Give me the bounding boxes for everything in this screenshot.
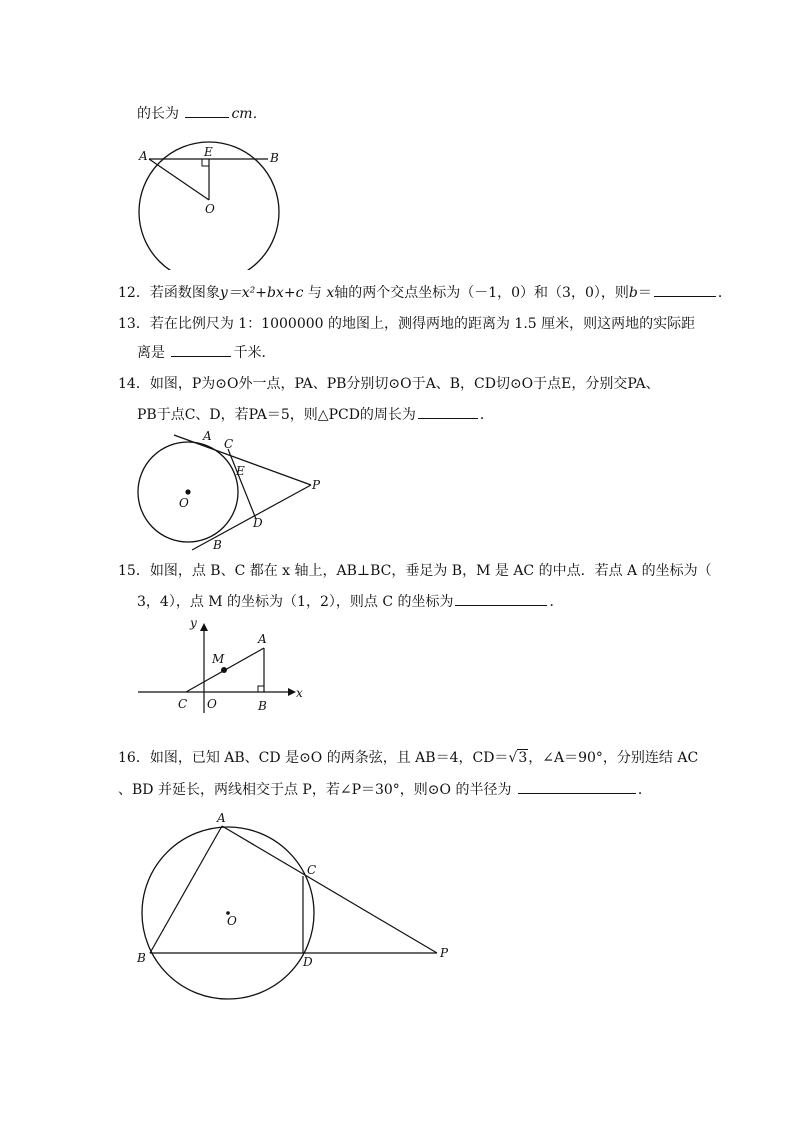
q15-number: 15． xyxy=(118,563,150,579)
q14-number: 14． xyxy=(118,376,150,392)
q16-sqrt-value: 3 xyxy=(518,750,528,766)
q16-line1 xyxy=(118,748,698,768)
q15-label-y: y xyxy=(190,616,197,630)
q11-label-a: A xyxy=(139,149,148,163)
q11-unit: cm． xyxy=(231,106,267,122)
q15-figure xyxy=(130,615,310,715)
q12-part4: ＝ xyxy=(637,285,652,301)
q15-text-line2-prefix: 3，4），点 M 的坐标为（1，2），则点 C 的坐标为 xyxy=(137,594,454,610)
q11-answer-line xyxy=(137,103,267,124)
q15-label-x: x xyxy=(296,686,303,700)
q11-segment-ao xyxy=(149,159,209,200)
q14-text-line2-suffix: ． xyxy=(479,407,494,423)
q16-text-line2-prefix: 、BD 并延长，两线相交于点 P，若∠P＝30°，则⊙O 的半径为 xyxy=(118,782,512,798)
q16-label-p: P xyxy=(440,946,449,960)
q12-part3: 轴的两个交点坐标为（－1，0）和（3，0），则 xyxy=(334,285,629,301)
q14-text-line1: 如图，P为⊙O外一点，PA、PB分别切⊙O于A、B，CD切⊙O于点E，分别交PA、 xyxy=(149,376,660,392)
q14-label-e: E xyxy=(236,464,245,478)
q12-number: 12． xyxy=(118,285,150,301)
q14-center-point xyxy=(185,489,190,494)
q11-label-e: E xyxy=(204,145,213,159)
q13-text-line2-suffix: 千米． xyxy=(233,345,276,361)
q15-y-arrow-icon xyxy=(200,623,208,631)
q14-label-c: C xyxy=(224,437,234,451)
q13-number: 13． xyxy=(118,316,150,332)
q16-text-line1-b: ，∠A＝90°，分别连结 AC xyxy=(528,750,699,766)
q12-end: ． xyxy=(717,285,732,301)
q11-label-b: B xyxy=(270,151,279,165)
q16-chord-ab xyxy=(150,826,222,953)
q16-text-line1-a: 如图，已知 AB、CD 是⊙O 的两条弦，且 AB＝4，CD＝ xyxy=(149,750,509,766)
q15-text-line1: 如图，点 B、C 都在 x 轴上，AB⊥BC，垂足为 B，M 是 AC 的中点．若点 A 的坐标为（ xyxy=(149,563,712,579)
q15-point-m xyxy=(221,667,227,673)
q14-label-b: B xyxy=(213,538,222,552)
q16-sqrt: √3 xyxy=(508,750,528,766)
q15-text-line2-suffix: ． xyxy=(549,594,564,610)
q14-text-line2-prefix: PB于点C、D，若PA＝5，则△PCD的周长为 xyxy=(137,407,416,423)
q11-label-o: O xyxy=(205,202,215,216)
q15-right-angle-mark xyxy=(258,686,264,692)
q16-figure xyxy=(130,805,460,1005)
q13-text-line1: 若在比例尺为 1：1000000 的地图上，测得两地的距离为 1.5 厘米，则这两地的实际距 xyxy=(149,316,696,332)
q16-number: 16． xyxy=(118,750,150,766)
q11-text: 的长为 xyxy=(137,106,179,122)
q15-label-c: C xyxy=(178,697,188,711)
q14-label-o: O xyxy=(179,496,189,510)
q16-label-o: O xyxy=(227,914,237,928)
q16-label-d: D xyxy=(303,955,313,969)
q14-line2 xyxy=(137,404,494,425)
q16-line-ap xyxy=(222,826,437,953)
q12-part1: 若函数图象 xyxy=(149,285,220,301)
q15-label-o: O xyxy=(207,697,217,711)
q16-label-c: C xyxy=(307,863,317,877)
q15-blank[interactable] xyxy=(455,591,547,606)
q14-tangent-pb xyxy=(192,485,311,550)
q15-x-arrow-icon xyxy=(288,688,296,696)
q16-text-line2-suffix: ． xyxy=(637,782,652,798)
q16-line2 xyxy=(118,779,652,800)
q11-right-angle-mark xyxy=(202,159,209,166)
q13-blank[interactable] xyxy=(171,342,231,357)
q15-label-a: A xyxy=(258,632,267,646)
q16-blank[interactable] xyxy=(518,779,636,794)
q11-blank[interactable] xyxy=(185,103,229,118)
q14-label-d: D xyxy=(253,516,263,530)
q15-line1 xyxy=(118,561,712,581)
q16-label-a: A xyxy=(217,811,226,825)
q13-line1 xyxy=(118,314,695,334)
q12-xvar: x xyxy=(326,285,335,301)
q12-blank[interactable] xyxy=(654,282,716,297)
q13-text-line2-prefix: 离是 xyxy=(137,345,165,361)
q14-line1 xyxy=(118,374,660,394)
q16-label-b: B xyxy=(137,951,146,965)
q14-figure xyxy=(130,425,340,555)
q14-label-p: P xyxy=(312,478,321,492)
q15-label-b: B xyxy=(258,699,267,713)
q12-part2: 与 xyxy=(307,285,322,301)
q15-line2 xyxy=(137,591,563,612)
q15-label-m: M xyxy=(212,652,225,666)
q14-label-a: A xyxy=(203,429,212,443)
q12-formula: y＝x²+bx+c xyxy=(219,285,304,301)
q14-blank[interactable] xyxy=(418,404,478,419)
q12-bvar: b xyxy=(628,285,638,301)
q11-figure xyxy=(130,140,300,270)
q12-line xyxy=(118,282,732,303)
q13-line2 xyxy=(137,342,275,363)
